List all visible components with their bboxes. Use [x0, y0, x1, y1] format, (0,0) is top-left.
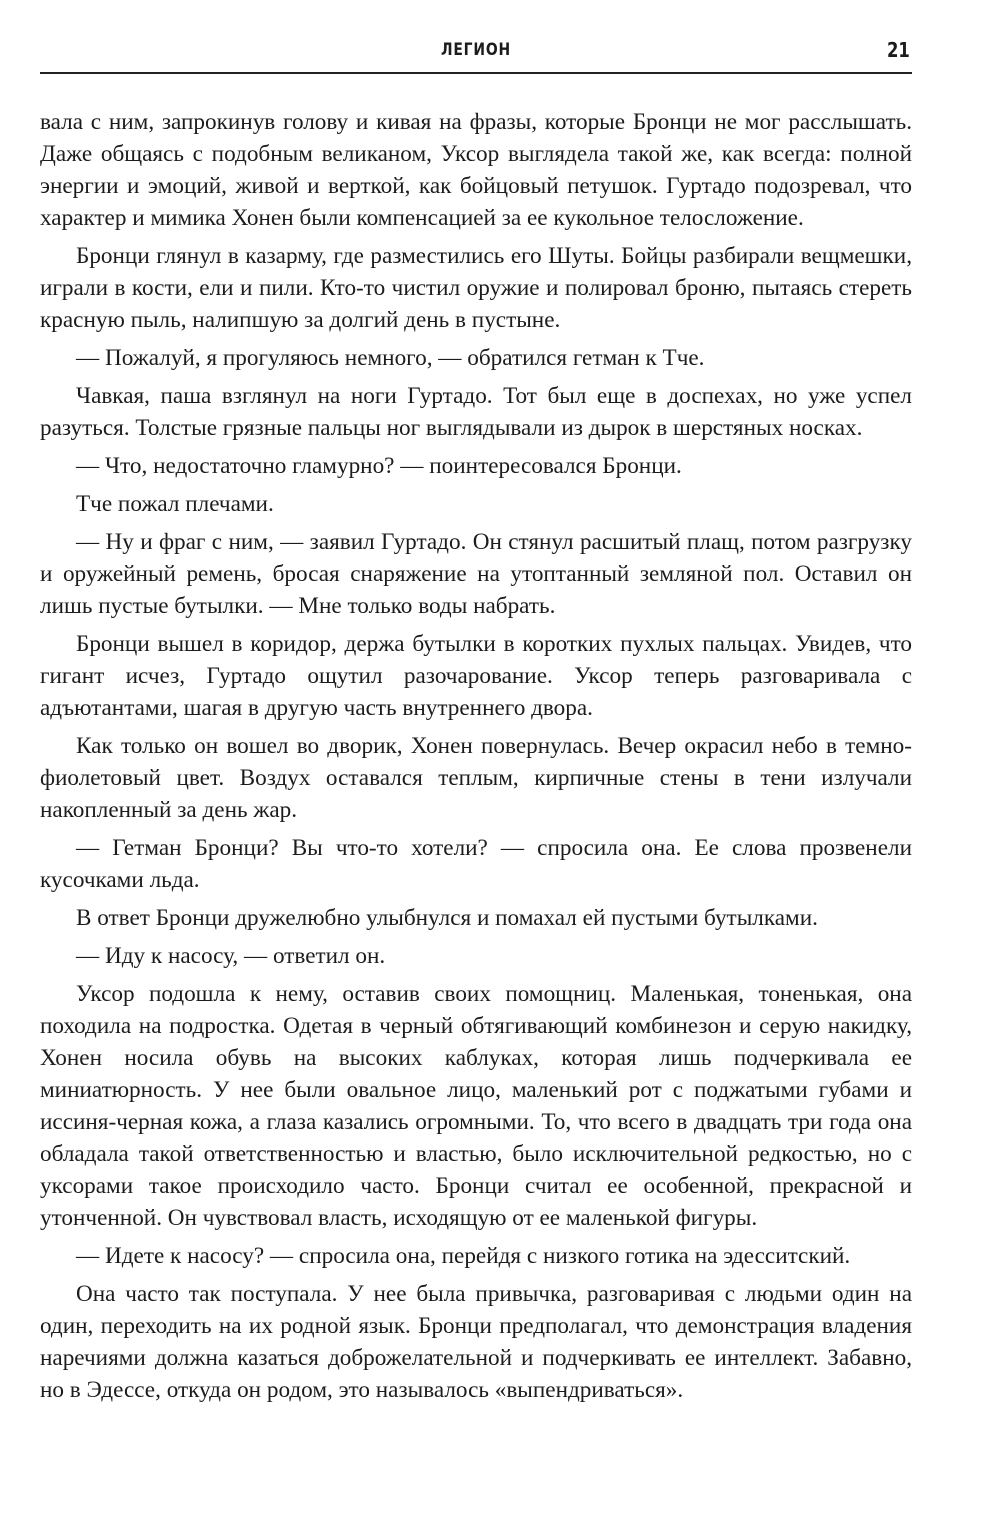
- running-header: [40, 38, 912, 74]
- paragraph: Чавкая, паша взглянул на ноги Гуртадо. Тот был еще в доспехах, но уже успел разуться. Толстые грязные пальцы ног выглядывали из дырок в шерстяных носках.: [40, 383, 912, 441]
- paragraph: Уксор подошла к нему, оставив своих помощниц. Маленькая, тоненькая, она походила на подростка. Одетая в черный обтягивающий комбинезон и серую накидку, Хонен носила обувь на высоких каблуках, которая лишь подчеркивала ее миниатюрность. У нее были овальное лицо, маленький рот с поджатыми губами и иссиня-черная кожа, а глаза казались огромными. То, что всего в двадцать три года она обладала такой ответственностью и властью, было исключительной редкостью, но с уксорами такое происходило часто. Бронци считал ее особенной, прекрасной и утонченной. Он чувствовал власть, исходящую от ее маленькой фигуры.: [40, 981, 912, 1231]
- paragraph: — Ну и фраг с ним, — заявил Гуртадо. Он стянул расшитый плащ, потом разгрузку и оружейный ремень, бросая снаряжение на утоптанный земляной пол. Оставил он лишь пустые бутылки. — Мне только воды набрать.: [40, 529, 912, 619]
- running-title: ЛЕГИОН: [440, 40, 512, 60]
- paragraph: — Идете к насосу? — спросила она, перейдя с низкого готика на эдесситский.: [76, 1243, 851, 1269]
- paragraph: — Пожалуй, я прогуляюсь немного, — обратился гетман к Тче.: [76, 345, 705, 371]
- paragraph: — Что, недостаточно гламурно? — поинтересовался Бронци.: [76, 453, 682, 479]
- paragraph: вала с ним, запрокинув голову и кивая на фразы, которые Бронци не мог расслышать. Даже общаясь с подобным великаном, Уксор выглядела такой же, как всегда: полной энергии и эмоций, живой и верткой, как бойцовый петушок. Гуртадо подозревал, что характер и мимика Хонен были компенсацией за ее кукольное телосложение.: [40, 109, 912, 231]
- paragraph: В ответ Бронци дружелюбно улыбнулся и помахал ей пустыми бутылками.: [76, 905, 818, 931]
- paragraph: — Гетман Бронци? Вы что-то хотели? — спросила она. Ее слова прозвенели кусочками льда.: [40, 835, 912, 893]
- text-body: [40, 106, 912, 1412]
- page-number: 21: [887, 38, 910, 62]
- paragraph: Она часто так поступала. У нее была привычка, разговаривая с людьми один на один, переходить на их родной язык. Бронци предполагал, что демонстрация владения наречиями должна казаться доброжелательной и подчеркивать ее интеллект. Забавно, но в Эдессе, откуда он родом, это называлось «выпендриваться».: [40, 1281, 912, 1403]
- paragraph: — Иду к насосу, — ответил он.: [76, 943, 386, 969]
- paragraph: Как только он вошел во дворик, Хонен повернулась. Вечер окрасил небо в темно-фиолетовый цвет. Воздух оставался теплым, кирпичные стены в тени излучали накопленный за день жар.: [40, 733, 912, 823]
- paragraph: Бронци вышел в коридор, держа бутылки в коротких пухлых пальцах. Увидев, что гигант исчез, Гуртадо ощутил разочарование. Уксор теперь разговаривала с адъютантами, шагая в другую часть внутреннего двора.: [40, 631, 912, 721]
- paragraph: Тче пожал плечами.: [76, 491, 274, 517]
- paragraph: Бронци глянул в казарму, где разместились его Шуты. Бойцы разбирали вещмешки, играли в кости, ели и пили. Кто-то чистил оружие и полировал броню, пытаясь стереть красную пыль, налипшую за долгий день в пустыне.: [40, 243, 912, 333]
